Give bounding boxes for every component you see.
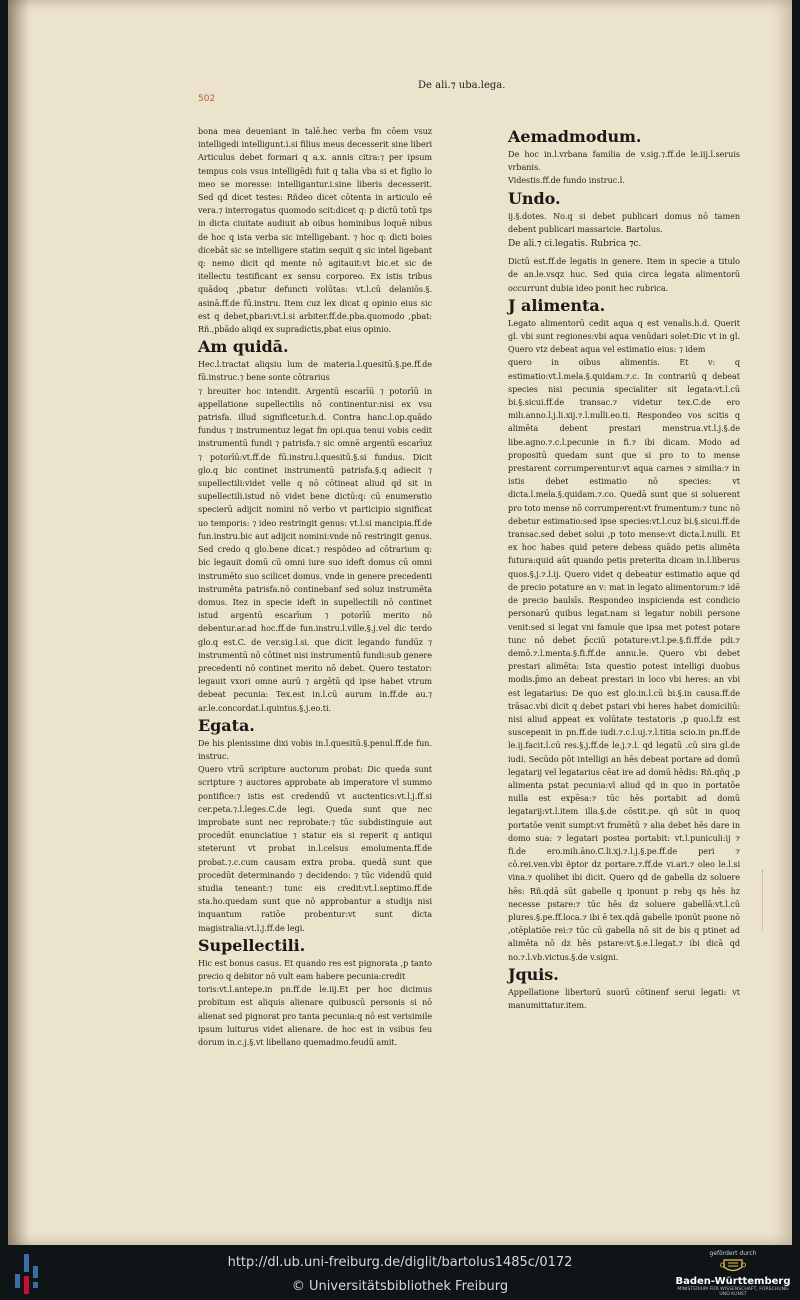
paragraph: bona mea deueniant in talē.hec verba fm cōem vsuz intelligedi intelligunt.i.si filius meus decesserit sine liberi Articulus debet formari q a.x. annis citra:⁊ per ipsum tempus cois vsus intelligēdi fuit q talia vba si et figlio lo meo se moresse: intelligantur.i.sine liberis decesserit. Sed qd dicet testes: Rñdeo dicet cōtenta in articulo eē vera.⁊ interrogatus quomodo scit:dicet q: p dictū totū tps in dicta ciuitate audiuit ab oibus hominibus loquē nibus de hoc q ista verba sic intelligebant. ⁊ hoc q: dicti boies dicebāt sic se intelligere statim sequit q sic intel ligebant q: nemo dicit qd mente nō agitauit:vt bic.et sic de itellectu testificant ex sensu corporeo. Ex istis tribus quādoq ,pbatur defuncti volūtas: vt.l.cū delaniōs.§. asinā.ff.de fū.instru. Item cuz lex dicat q opinio eius sic est q debet,pbari:vt.l.si arbiter.ff.de.pba.quomodo ,pbat: Rñ.,pbādo aliqd ex supradictis,pbat eius opinio. bbox=[198, 126, 432, 335]
funder-logo[interactable] bbox=[672, 1250, 794, 1297]
lemma-note: Videstis.ff.de fundo instruc.l. bbox=[508, 175, 625, 186]
right-text-column bbox=[508, 126, 740, 1012]
paragraph: ⁊ breuiter hoc intendit. Argentū escarīū ⁊ potorīū in appellatione supellectilis nō continentur:nisi ex vsu patrisfa. illud significetur.h.d. Contra hanc.l.op.quādo fundus ⁊ instrumentuz legat fm opi.qua tenui vobis cedit instrumentū fundi ⁊ patrisfa.⁊ sic omnē argentū escarīuz ⁊ potorīū:vt.ff.de fū.instru.l.quesitū.§.si fundus. Dicit glo.q bic continet instrumentū patrisfa.§.q adiecit ⁊ supellectili:videt velle q nō cōtineat aliud qd sit in supellectili.istud nō videt bene dictū:q: cū enumeratio specierū adijcit nomini nō verbo vt participio significat uo temporis: ⁊ ideo restringit genus: vt.l.si mancipia.ff.de fun.instru.bic aut adijcit nomini:vnde nō restringit genus. Sed credo q glo.bene dicat.⁊ respōdeo ad cōtrarium q: bic legauit domū cū omni iure suo ideft domus cū omni instrumēto suo scilicet domus. vnde in genere precedenti instrumēta patrisfa.nō continebanf sed soluz instrumēta domus. Itez in specie ideft in supellectili nō continet istud argentū escarīum ⁊ potorīū merito nō debentur.ar.ad hoc.ff.de fun.instru.l.ville.§.j.vel dic terdo glo.q est.C. de ver.sig.l.si. que dicit legando fundūz ⁊ instrumentū nō cōtinet nisi instrumentū fundi:sub genere precedenti nō continet merito nō debet. Quero testator: legauit vxori omne aurū ⁊ argētū qd ipse habet vtrum debeat pecunia: Tex.est in.l.cū aurum in.ff.de au.⁊ ar.le.concordat.l.quintus.§.j.eo.ti. bbox=[198, 385, 432, 713]
folio-number: 502 bbox=[198, 94, 216, 104]
state-name: Baden-Württemberg bbox=[675, 1276, 791, 1287]
permalink-url[interactable]: http://dl.ub.uni-freiburg.de/diglit/bartolus1485c/0172 bbox=[227, 1255, 573, 1270]
lemma-heading: Jquis. bbox=[508, 964, 559, 984]
paragraph: Dictū est.ff.de legatis in genere. Item in specie a titulo de an.le.vsqz huc. Sed quia circa legata alimentorū occurrunt dubia ideo ponit hec rubrica. bbox=[508, 256, 740, 293]
paragraph: quero in oibus alimentis. Et v: q estimatio:vt.l.mela.§.quidam.⁊.c. In contrariū q debeat species nisi pecunia specialiter sit legata:vt.l.cū bi.§.sicui.ff.de transac.⁊ videtur tex.C.de ero milı.anno.l.j.li.xij.⁊.l.nulli.eo.ti. Respondeo vos scitis q alimēta debent prestari menstrua.vt.l.j.§.de libe.agno.⁊.c.l.pecunie in fi.⁊ ibi dicam. Modo ad propositū quedam sunt que si pro to to mense prestarent corrumperentur:vt aqua carnes ⁊ similia:⁊ in istis debet estimatio nō species: vt dicta.l.mela.§.quidam.⁊.co. Quedā sunt que si soluerent pro toto mense nō corrumperent:vt frumentum:⁊ tunc nō debetur estimatio:sed ipse species:vt.l.cuz bi.§.sicui.ff.de transac.sed debet solui ,p toto mense:vt dicta.l.nulli. Et ex hoc habes quid petere debeas quādo petis alimēta futura:quid aūt quando petis preterita dicam in.l.liberus quos.§.j.⁊.l.ij. Quero videt q debeatur estimatio aque qd de precio potature an v: mat in legato alimentorum:⁊ idē de precio baulsīs. Respondeo inspicienda est condicio personarū quibus legat.nam si legatur nobili persone venit:sed si legat vni famule que ipsa met potest potare tunc nō debet p̄cciū potature:vt.l.pe.§.fi.ff.de pdi.⁊ demō.⁊.l.menta.§.fi.ff.de annu.le. Quero vbi debet prestari alimēta: Ista questio potest intelligi duobus modis.p̄mo an debeat prestari in loco vbi heres: an vbi est legatarius: De quo est glo.in.l.cū bi.§.in causa.ff.de trāsac.vbi dicit q debet pstari vbi heres habet domiciliū: nisi aliud appeat ex volūtate testatoris ,p quo.l.fz est suscepenit in pn.ff.de iudi.⁊.c.l.uj.⁊.l.titia scio.in pn.ff.de le.ij.facit.l.cū res.§.j.ff.de le.j.⁊.l. qd legatū .cū sira gl.de iudi. Secūdo pōt intelligi an hēs debeat portare ad domū legatarij vel legatarius cēat ire ad domū hēdis: Rñ.qñq ,p alimenta pstat pecunia:vl aliud qd in quo in portatōe nulla est expēsa:⁊ tūc hēs portabit ad domū legatarij:vt.l.item illa.§.de cōstit.pe. qñ sūt in quoq portatōe venit sumpt:vt frumētū ⁊ alia debet hēs dare in domo sua: ⁊ legatari postea portabit: vt.l.puniculi:ij ⁊ fi.de ero.milı.āno.C.li.xj.⁊.l.j.§.pe.ff.de peri ⁊ cō.rei.ven.vbi ẽptor dz portare.⁊.ff.de vi.ari.⁊ oleo le.l.si vina.⁊ quolibet ibi dicit. Quero qd de gabella dz soluere hēs: Rñ.qdā sūt gabelle q iponunt p rebꝫ qs hēs hz necesse pstare:⁊ tūc hēs dz soluere gabellā:vt.l.cū plures.§.pe.ff.loca.⁊ ibi ē tex.qdā gabelle iponūt psone nō ,otēplatiōe rei:⁊ tūc cū gabella nō sit de bis q ptinet ad alimēta nō dz hēs pstare:vt.§.e.l.legat.⁊ ibi dicā qd no.⁊.l.vb.victus.§.de v.signi. bbox=[508, 357, 740, 962]
running-head: De ali.⁊ uba.lega. bbox=[418, 80, 506, 91]
lemma-note: Hic est bonus casus. Et quando res est pignorata ,p tanto precio q debitor nō vult eam habere pecunia:credit bbox=[198, 957, 432, 981]
ministry-name: MINISTERIUM FÜR WISSENSCHAFT, FORSCHUNG UND KUNST bbox=[677, 1287, 789, 1297]
lemma-note: ij.§.dotes. No.q si debet publicari domus nō tamen debent publicari massaricie. Bartolus. bbox=[508, 210, 740, 234]
lemma-note: Legato alimentorū cedit aqua q est venalis.h.d. Querit gl. vbi sunt regiones:vbi aqua venūdari solet:Dic vt in gl. Quero vtz debeat aqua vel estimatio eius: ⁊ idem bbox=[508, 317, 740, 355]
paragraph: toris:vt.l.antepe.in pn.ff.de le.iij.Et per hoc dicimus probitum est aliquis alienare quibuscū personis si nō alienat sed pignorat pro tanta pecunia:q nō est verisimile ipsum luiturus videt alienare. de hoc est in vsibus feu dorum in.c.j.§.vt libellano quemadmo.feudū amit. bbox=[198, 984, 432, 1047]
lemma-heading: Supellectili. bbox=[198, 935, 306, 955]
lemma-heading: Aemadmodum. bbox=[508, 127, 642, 146]
lemma-note: De his plenissime dixi vobis in.l.quesitū.§.penul.ff.de fun. instruc. bbox=[198, 737, 432, 761]
left-text-column bbox=[198, 125, 432, 1049]
paragraph: Quero vtrū scripture auctorum probat: Dic queda sunt scripture ⁊ auctores approbate ab imperatore vl summo pontifice:⁊ istis est credendū vt auctentics:vt.l.j.ff.si cer.peta.⁊.l.leges.C.de legi. Queda sunt que nec improbate sunt nec reprobate:⁊ tūc subdistinguie aut procedūt enunciatiue ⁊ statur eis si reperit q antiqui steterunt vt probat in.l.celsus emolumenta.ff.de probat.⁊.c.cum causam extra proba. quedā sunt que procedūt determinando ⁊ decidendo: ⁊ tūc videndū quid studia teneant:⁊ tunc eis credit:vt.l.septimo.ff.de sta.ho.quedam sunt que nō approbantur a studijs nisi inquantum ratiōe probentur:vt sunt dicta magistralia:vt.l.j.ff.de legi. bbox=[198, 764, 432, 933]
rubric-heading: De ali.⁊ ci.legatis. Rubrica ⁊c. bbox=[508, 239, 642, 250]
lemma-note: Hec.l.tractat aliqsiu lum de materia.l.quesitū.§.pe.ff.de fū.instruc.⁊ bene sonte cōtrarius bbox=[198, 359, 432, 383]
lemma-heading: Undo. bbox=[508, 188, 561, 208]
lemma-note: De hoc in.l.vrbana familia de v.sig.⁊.ff.de le.iij.l.seruis vrbanis. bbox=[508, 149, 740, 173]
funded-by-label: gefördert durch bbox=[709, 1250, 757, 1257]
page-gutter-shadow bbox=[8, 0, 30, 1245]
lemma-note: Appellatione libertorū suorū cōtinenf serui legati: vt manumittatur.item. bbox=[508, 986, 740, 1010]
lemma-heading: Am quidā. bbox=[198, 337, 289, 357]
copyright-notice: © Universitätsbibliothek Freiburg bbox=[291, 1279, 509, 1294]
lemma-heading: J alimenta. bbox=[508, 295, 606, 315]
lemma-heading: Egata. bbox=[198, 715, 255, 735]
page-edge-mark bbox=[762, 870, 767, 930]
coat-of-arms-icon bbox=[720, 1258, 746, 1274]
